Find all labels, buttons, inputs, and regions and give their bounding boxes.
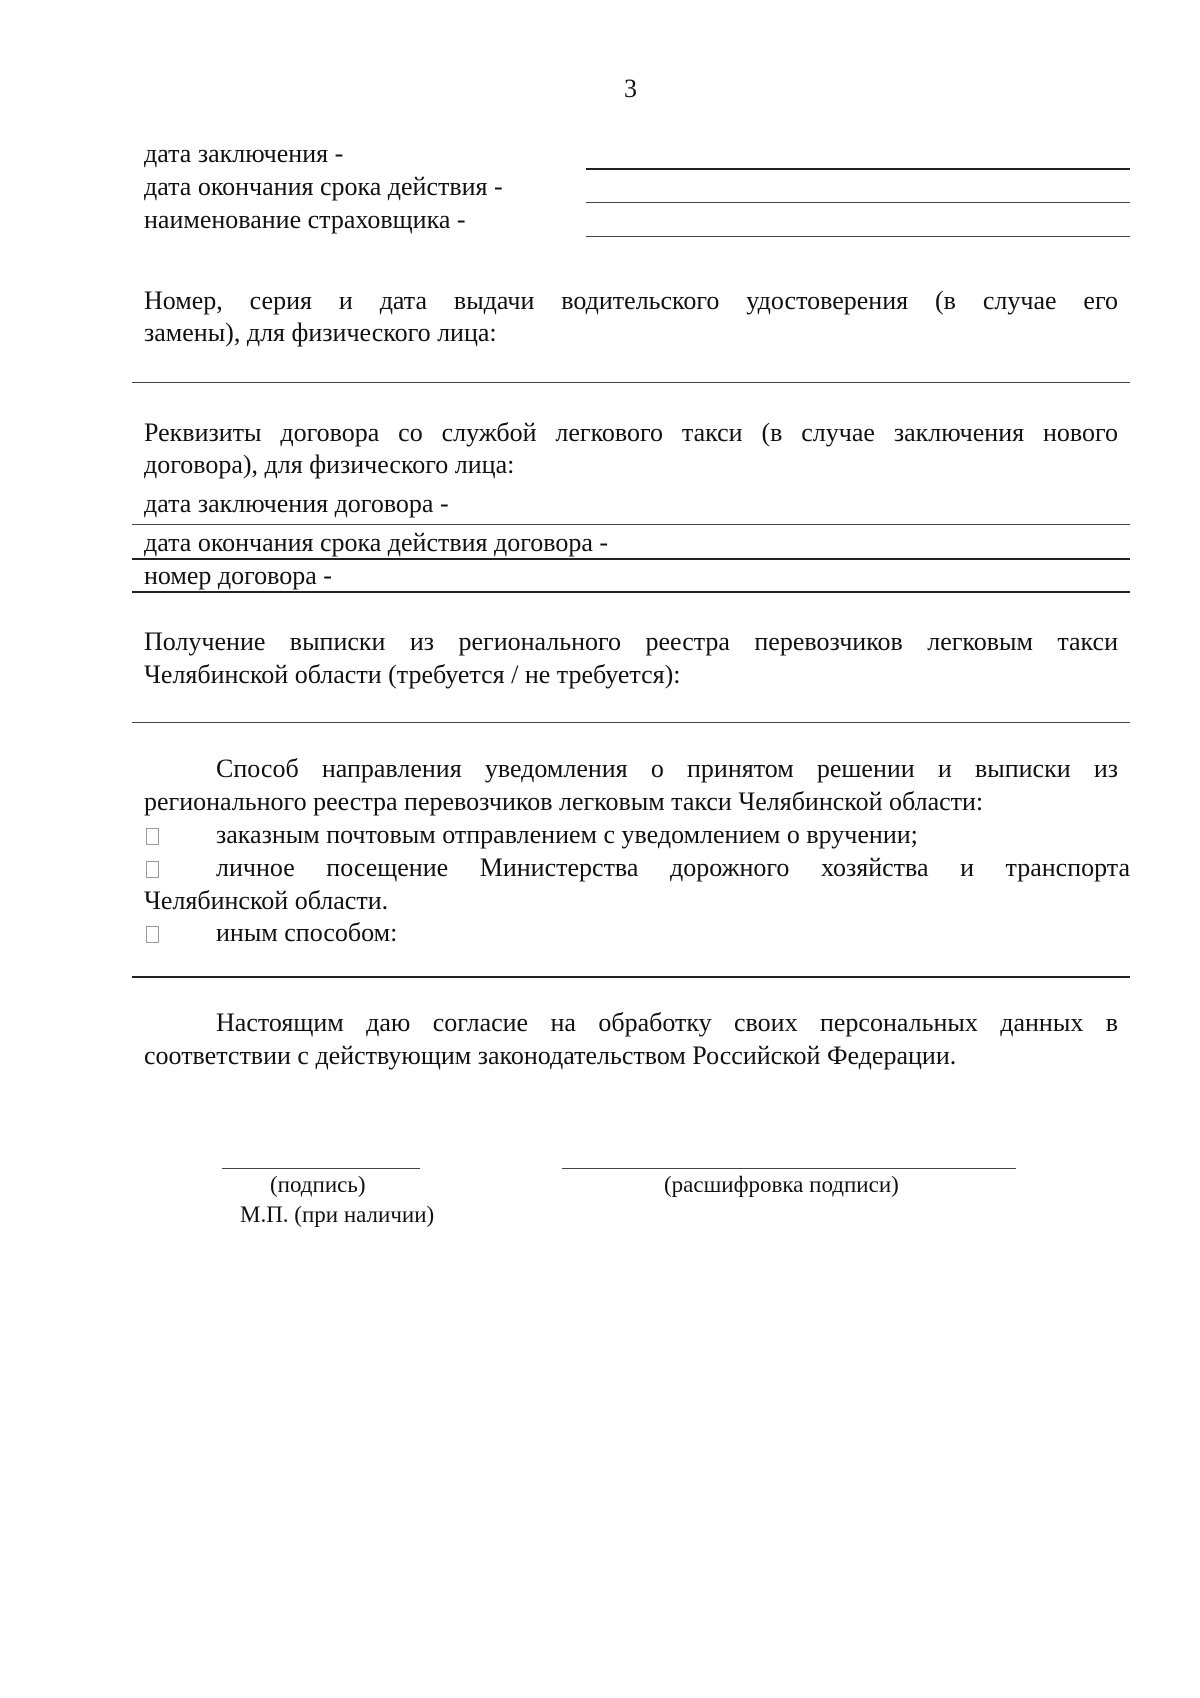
option-visit-label: личное посещение Министерства дорожного хозяйства и транспорта: [216, 853, 1130, 882]
contract-date-expiry-label: дата окончания срока действия договора -: [144, 528, 609, 557]
insurance-date-expiry-field[interactable]: [586, 202, 1130, 203]
contract-date-expiry-field[interactable]: [132, 558, 1130, 560]
option-visit-label-cont: Челябинской области.: [144, 886, 389, 915]
extract-field[interactable]: [132, 722, 1130, 723]
insurer-name-field[interactable]: [586, 236, 1130, 237]
license-text-line2: замены), для физического лица:: [144, 318, 497, 347]
page-number: 3: [624, 74, 637, 103]
license-text-line1: Номер, серия и дата выдачи водительского удостоверения (в случае его: [144, 286, 1118, 315]
notification-text-line2: регионального реестра перевозчиков легковым такси Челябинской области:: [144, 787, 984, 816]
extract-text-line1: Получение выписки из регионального реестра перевозчиков легковым такси: [144, 627, 1118, 656]
contract-date-concluded-label: дата заключения договора -: [144, 489, 449, 518]
consent-text-line1: Настоящим даю согласие на обработку своих персональных данных в: [216, 1008, 1118, 1037]
insurance-date-expiry-label: дата окончания срока действия -: [144, 172, 503, 201]
checkbox-visit[interactable]: [146, 861, 159, 878]
insurance-date-concluded-field[interactable]: [586, 168, 1130, 170]
notification-text-line1: Способ направления уведомления о принятом решении и выписки из: [216, 754, 1118, 783]
insurance-date-concluded-label: дата заключения -: [144, 139, 344, 168]
contract-number-field[interactable]: [132, 591, 1130, 593]
extract-text-line2: Челябинской области (требуется / не требуется):: [144, 660, 681, 689]
other-method-field[interactable]: [132, 976, 1130, 978]
checkbox-other[interactable]: [146, 926, 159, 943]
license-field[interactable]: [132, 382, 1130, 383]
stamp-label: М.П. (при наличии): [240, 1202, 435, 1227]
insurer-name-label: наименование страховщика -: [144, 205, 466, 234]
signature-decode-field[interactable]: [562, 1168, 1016, 1169]
signature-label: (подпись): [270, 1172, 366, 1197]
contract-text-line2: договора), для физического лица:: [144, 450, 515, 479]
contract-date-concluded-field[interactable]: [132, 524, 1130, 525]
option-other-label: иным способом:: [216, 918, 398, 947]
checkbox-mail[interactable]: [146, 828, 159, 845]
contract-text-line1: Реквизиты договора со службой легкового такси (в случае заключения нового: [144, 418, 1118, 447]
signature-decode-label: (расшифровка подписи): [664, 1172, 899, 1197]
contract-number-label: номер договора -: [144, 561, 332, 590]
consent-text-line2: соответствии с действующим законодательством Российской Федерации.: [144, 1041, 957, 1070]
signature-field[interactable]: [222, 1168, 420, 1169]
option-mail-label: заказным почтовым отправлением с уведомлением о вручении;: [216, 820, 918, 849]
